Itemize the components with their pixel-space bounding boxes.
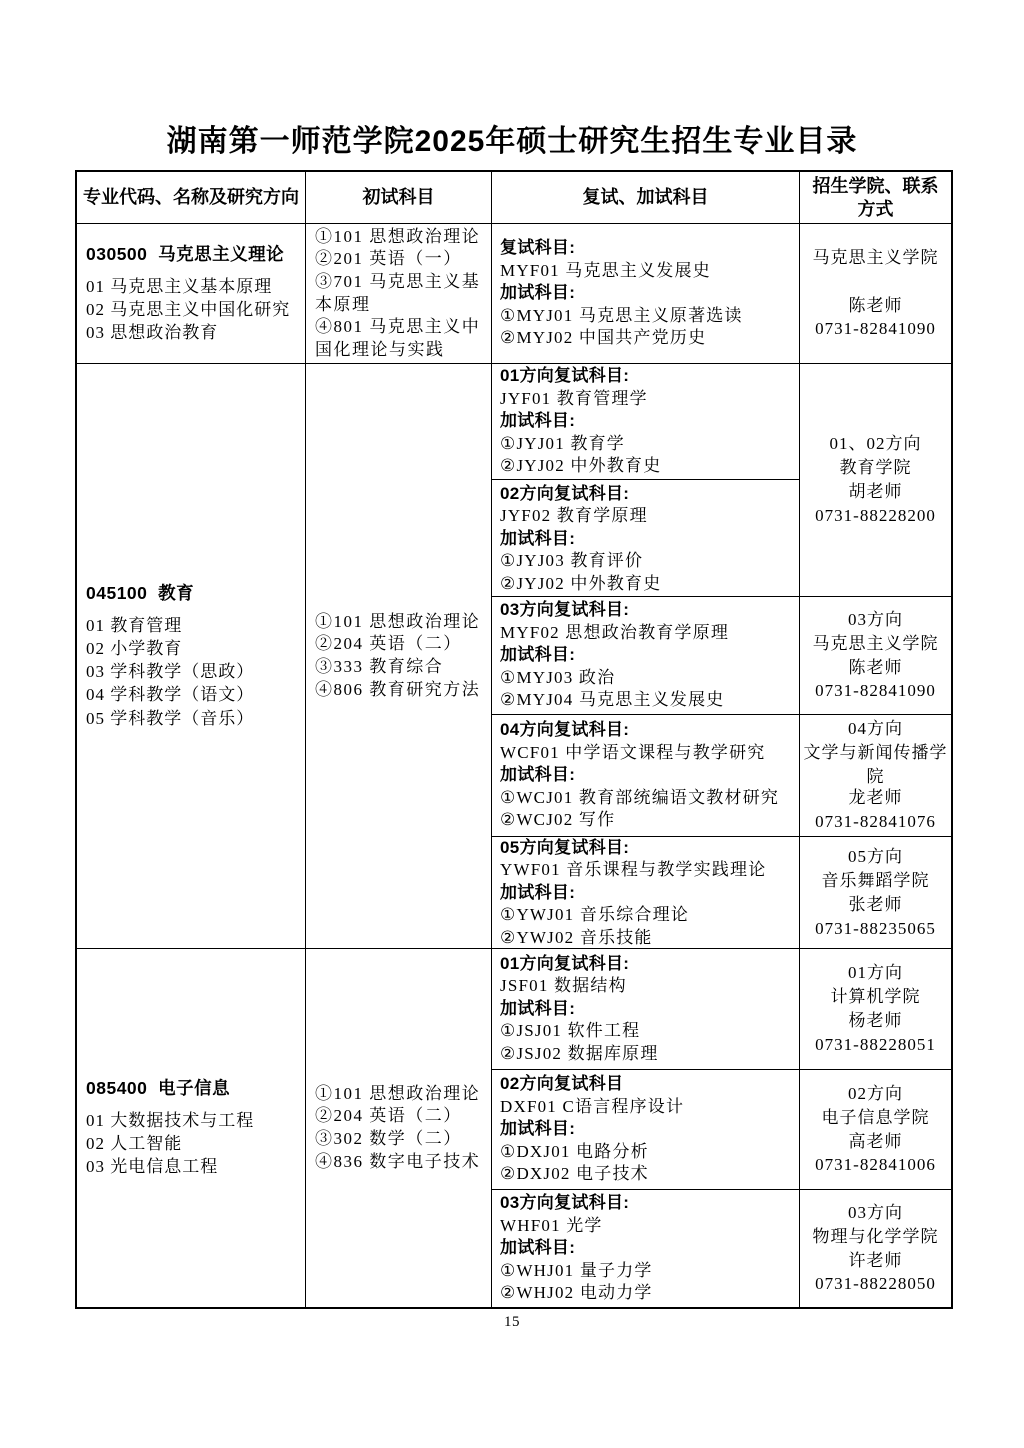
retest-cell-dir02 — [492, 1070, 800, 1189]
retest-subject: JYF01 教育管理学 — [500, 388, 648, 408]
contact-direction: 03方向 — [848, 609, 903, 629]
contact-cell-dir01-02 — [800, 364, 951, 596]
additional-test-label: 加试科目: — [500, 528, 576, 548]
program-cell — [77, 949, 306, 1307]
retest-label: 01方向复试科目: — [500, 953, 630, 973]
direction-03-row — [492, 597, 951, 715]
contact-college: 马克思主义学院 — [812, 633, 939, 653]
research-direction: 05 学科教学（音乐） — [86, 708, 255, 728]
additional-test-subject: ②WHJ02 电动力学 — [500, 1283, 653, 1303]
research-direction: 01 教育管理 — [86, 616, 183, 636]
additional-test-subject: ②DXJ02 电子技术 — [500, 1164, 649, 1184]
additional-test-subject: ①YWJ01 音乐综合理论 — [500, 905, 690, 925]
contact-college: 音乐舞蹈学院 — [821, 871, 930, 891]
program-code: 085400 电子信息 — [86, 1078, 231, 1099]
retest-subject: MYF01 马克思主义发展史 — [500, 260, 711, 280]
table-header-row — [77, 172, 951, 224]
additional-test-subject: ②JYJ02 中外教育史 — [500, 573, 662, 593]
retest-subject: WCF01 中学语文课程与教学研究 — [500, 742, 766, 762]
contact-direction: 04方向 — [848, 719, 903, 738]
contact-cell-dir02 — [800, 1070, 951, 1189]
retest-label: 04方向复试科目: — [500, 720, 630, 740]
additional-test-subject: ①MYJ01 马克思主义原著选读 — [500, 305, 743, 325]
contact-cell-dir05 — [800, 837, 951, 948]
contact-teacher: 杨老师 — [848, 1011, 903, 1030]
contact-cell-dir03 — [800, 1190, 951, 1307]
additional-test-label: 加试科目: — [500, 998, 576, 1018]
retest-label: 03方向复试科目: — [500, 600, 630, 620]
initial-subject: ④836 数字电子技术 — [315, 1151, 481, 1171]
contact-direction: 01、02方向 — [829, 434, 922, 454]
initial-subject: ①101 思想政治理论 — [315, 1083, 481, 1103]
contact-college: 计算机学院 — [830, 987, 921, 1007]
direction-04-row — [492, 715, 951, 837]
retest-cell-dir01 — [492, 949, 800, 1069]
contact-teacher: 高老师 — [848, 1131, 903, 1151]
research-direction: 03 学科教学（思政） — [86, 662, 255, 682]
initial-subject: ③333 教育综合 — [315, 657, 444, 676]
initial-subjects-cell — [306, 949, 492, 1307]
contact-teacher: 陈老师 — [848, 295, 903, 315]
contact-direction: 05方向 — [848, 847, 903, 867]
initial-subject: ②204 英语（二） — [315, 1106, 462, 1126]
program-row-045100 — [77, 364, 951, 949]
research-direction: 04 学科教学（语文） — [86, 685, 255, 705]
research-direction: 03 思想政治教育 — [86, 322, 219, 342]
contact-phone: 0731-88235065 — [815, 918, 936, 938]
initial-subject: ④806 教育研究方法 — [315, 679, 481, 699]
contact-teacher: 许老师 — [848, 1250, 903, 1270]
retest-cell-dir02 — [492, 480, 799, 598]
retest-subject: WHF01 光学 — [500, 1215, 603, 1235]
header-initial-subjects: 初试科目 — [306, 172, 492, 223]
retest-subject: MYF02 思想政治教育学原理 — [500, 622, 730, 642]
additional-test-subject: ①WHJ01 量子力学 — [500, 1260, 653, 1280]
admissions-table — [75, 170, 953, 1309]
contact-cell-dir04 — [800, 715, 951, 836]
header-major-code: 专业代码、名称及研究方向 — [77, 172, 306, 223]
retest-cell-dir05 — [492, 837, 800, 948]
research-direction: 02 马克思主义中国化研究 — [86, 299, 291, 319]
retest-subject: JSF01 数据结构 — [500, 976, 627, 996]
additional-test-label: 加试科目: — [500, 765, 576, 785]
contact-phone: 0731-82841090 — [815, 319, 936, 339]
initial-subjects-cell — [306, 224, 492, 363]
retest-cell-dir04 — [492, 715, 800, 836]
contact-teacher: 张老师 — [848, 895, 903, 914]
contact-direction: 01方向 — [848, 963, 903, 983]
initial-subject: ③302 数学（二） — [315, 1129, 462, 1148]
contact-phone: 0731-82841006 — [815, 1155, 936, 1175]
retest-label: 02方向复试科目 — [500, 1074, 624, 1094]
retest-label: 02方向复试科目: — [500, 484, 630, 503]
initial-subject: ②204 英语（二） — [315, 634, 462, 654]
contact-cell-dir01 — [800, 949, 951, 1069]
research-direction: 02 小学教育 — [86, 639, 183, 659]
retest-contact-group — [492, 949, 951, 1307]
retest-subject: YWF01 音乐课程与教学实践理论 — [500, 860, 767, 880]
retest-cell-dir03 — [492, 597, 800, 714]
direction-03-row — [492, 1190, 951, 1307]
contact-phone: 0731-88228200 — [815, 505, 936, 525]
direction-05-row — [492, 837, 951, 948]
additional-test-subject: ②YWJ02 音乐技能 — [500, 927, 653, 947]
initial-subject: ②201 英语（一） — [315, 249, 462, 269]
contact-college: 文学与新闻传播学院 — [803, 742, 948, 786]
header-retest-subjects: 复试、加试科目 — [492, 172, 800, 223]
retest-label: 01方向复试科目: — [500, 366, 630, 386]
initial-subject: ④801 马克思主义中国化理论与实践 — [315, 317, 481, 359]
contact-college: 电子信息学院 — [821, 1107, 930, 1127]
additional-test-subject: ②JSJ02 数据库原理 — [500, 1043, 659, 1063]
contact-teacher: 胡老师 — [848, 482, 903, 501]
additional-test-subject: ①WCJ01 教育部统编语文教材研究 — [500, 787, 780, 807]
contact-direction: 02方向 — [848, 1083, 903, 1103]
contact-college: 教育学院 — [839, 458, 912, 478]
retest-cell-dir03 — [492, 1190, 800, 1307]
additional-test-subject: ②MYJ04 马克思主义发展史 — [500, 690, 725, 710]
contact-phone: 0731-82841090 — [815, 681, 936, 701]
additional-test-subject: ①MYJ03 政治 — [500, 667, 616, 687]
direction-02-row — [492, 1070, 951, 1190]
retest-cell-dir01 — [492, 364, 799, 480]
retest-subject: DXF01 C语言程序设计 — [500, 1096, 685, 1116]
program-code: 030500 马克思主义理论 — [86, 243, 285, 264]
retest-label: 05方向复试科目: — [500, 837, 630, 857]
additional-test-subject: ①JYJ01 教育学 — [500, 433, 625, 453]
contact-phone: 0731-88228051 — [815, 1034, 936, 1054]
program-row-085400 — [77, 949, 951, 1307]
additional-test-label: 加试科目: — [500, 283, 576, 303]
contact-cell-dir03 — [800, 597, 951, 714]
research-direction: 01 大数据技术与工程 — [86, 1111, 255, 1131]
retest-contact-group — [492, 364, 951, 948]
retest-label: 03方向复试科目: — [500, 1193, 630, 1213]
initial-subjects-cell — [306, 364, 492, 948]
additional-test-subject: ①DXJ01 电路分析 — [500, 1141, 649, 1161]
contact-college: 物理与化学学院 — [812, 1226, 939, 1246]
contact-college: 马克思主义学院 — [812, 247, 939, 267]
research-direction: 01 马克思主义基本原理 — [86, 276, 273, 296]
contact-phone: 0731-82841076 — [815, 812, 936, 832]
retest-cell — [492, 224, 800, 363]
additional-test-subject: ②MYJ02 中国共产党历史 — [500, 328, 707, 348]
research-direction: 02 人工智能 — [86, 1134, 183, 1154]
contact-cell — [800, 224, 951, 363]
page-title: 湖南第一师范学院2025年硕士研究生招生专业目录 — [166, 125, 858, 158]
initial-subject: ①101 思想政治理论 — [315, 226, 481, 246]
program-row-030500 — [77, 224, 951, 364]
additional-test-label: 加试科目: — [500, 1238, 576, 1258]
additional-test-subject: ①JYJ03 教育评价 — [500, 551, 644, 571]
additional-test-subject: ②JYJ02 中外教育史 — [500, 456, 662, 476]
program-code: 045100 教育 — [86, 583, 195, 604]
additional-test-subject: ②WCJ02 写作 — [500, 810, 616, 830]
direction-01-row — [492, 949, 951, 1070]
page-number: 15 — [504, 1314, 520, 1330]
contact-direction: 03方向 — [848, 1202, 903, 1222]
program-cell — [77, 224, 306, 363]
additional-test-label: 加试科目: — [500, 645, 576, 665]
additional-test-label: 加试科目: — [500, 1119, 576, 1139]
contact-phone: 0731-88228050 — [815, 1274, 936, 1294]
additional-test-label: 加试科目: — [500, 411, 576, 431]
retest-subject: JYF02 教育学原理 — [500, 506, 648, 526]
initial-subject: ③701 马克思主义基本原理 — [315, 271, 481, 314]
contact-teacher: 陈老师 — [848, 657, 903, 677]
contact-teacher: 龙老师 — [848, 788, 903, 808]
header-college-contact: 招生学院、联系方式 — [812, 176, 939, 219]
initial-subject: ①101 思想政治理论 — [315, 611, 481, 631]
direction-01-02-group — [492, 364, 951, 597]
research-direction: 03 光电信息工程 — [86, 1157, 219, 1177]
retest-stack — [492, 364, 800, 596]
additional-test-label: 加试科目: — [500, 882, 576, 902]
retest-label: 复试科目: — [500, 238, 576, 258]
program-cell — [77, 364, 306, 948]
additional-test-subject: ①JSJ01 软件工程 — [500, 1021, 641, 1041]
